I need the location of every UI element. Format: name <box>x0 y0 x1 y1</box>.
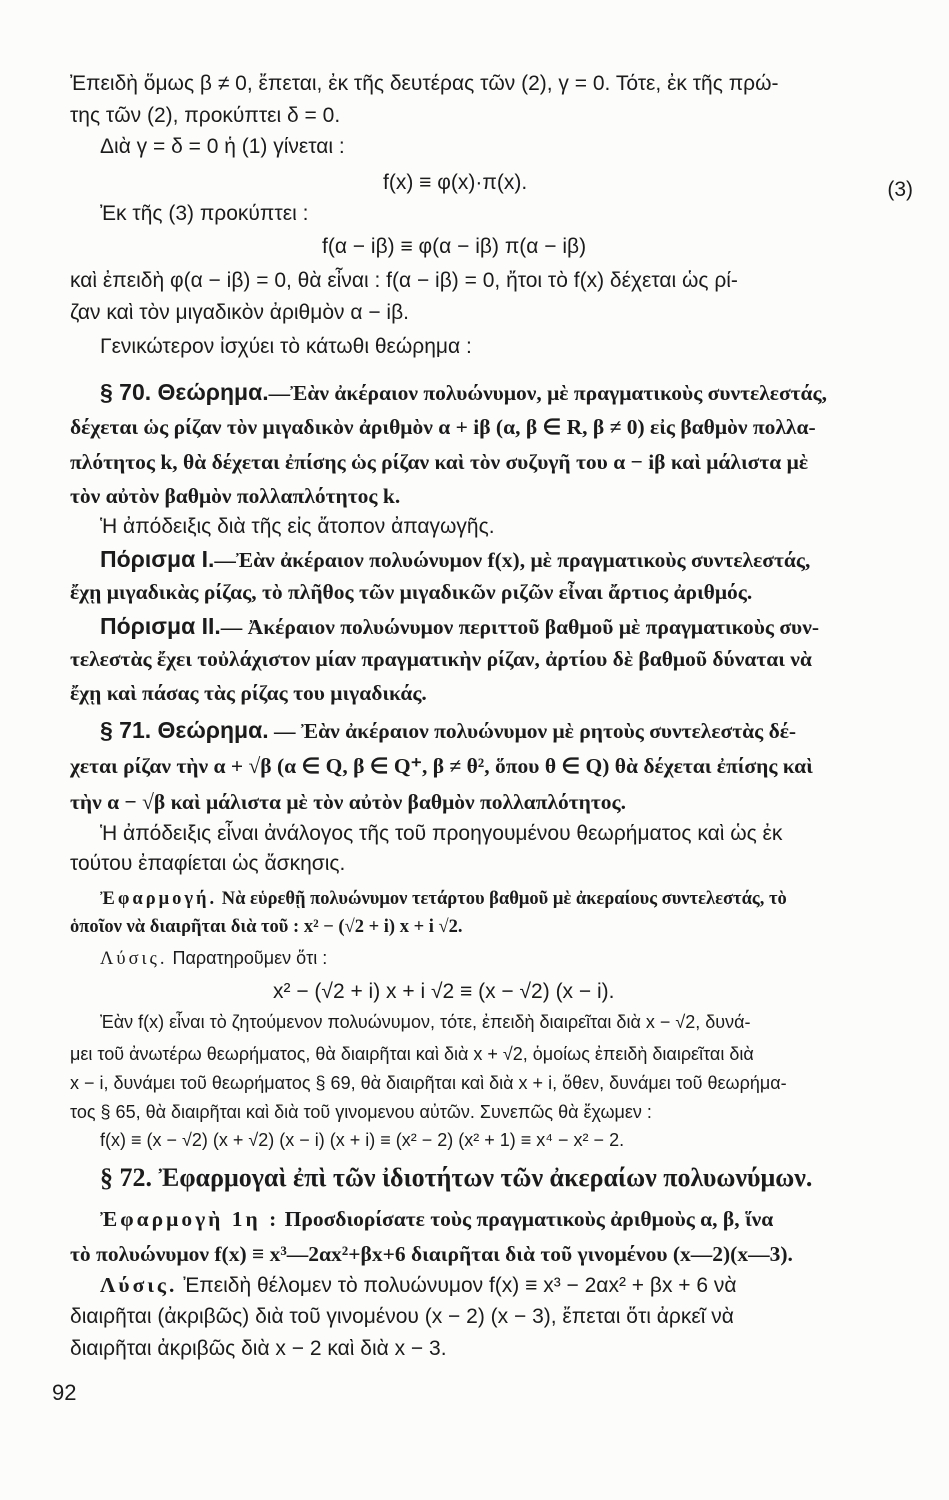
solution-label: Λύσις. <box>100 949 168 969</box>
application-text: ὁποῖον νὰ διαιρῆται διὰ τοῦ : x² − (√2 + i) x + i √2. <box>70 917 463 937</box>
text-line: x − i, δυνάμει τοῦ θεωρήματος § 69, θὰ διαιρῆται καὶ διὰ x + i, ὅθεν, δυνάμει τοῦ θεωρήμα- <box>70 1073 787 1093</box>
theorem-text: χεται ρίζαν τὴν α + √β (α ∈ Q, β ∈ Q⁺, β ≠ θ², ὅπου θ ∈ Q) θὰ δέχεται ἐπίσης καὶ <box>70 754 813 778</box>
text-line: μει τοῦ ἀνωτέρω θεωρήματος, θὰ διαιρῆται καὶ διὰ x + √2, ὁμοίως ἐπειδὴ διαιρεῖται διὰ <box>70 1044 754 1064</box>
page-number: 92 <box>52 1380 77 1405</box>
section-heading: § 71. Θεώρημα. <box>100 717 269 743</box>
text-line: Ἐκ τῆς (3) προκύπτει : <box>100 202 309 225</box>
application-1 <box>100 1205 912 1233</box>
equation: x² − (√2 + i) x + i √2 ≡ (x − √2) (x − i). <box>273 980 615 1003</box>
theorem-text: πλότητος k, θὰ δέχεται ἐπίσης ὡς ρίζαν καὶ τὸν συζυγῆ του α − iβ καὶ μάλιστα μὲ <box>70 450 809 474</box>
solution <box>100 944 912 973</box>
theorem-text: τὴν α − √β καὶ μάλιστα μὲ τὸν αὐτὸν βαθμὸν πολλαπλότητος. <box>70 790 626 814</box>
text-line: ζαν καὶ τὸν μιγαδικὸν ἀριθμὸν α − iβ. <box>70 301 409 324</box>
text-line: της τῶν (2), προκύπτει δ = 0. <box>70 104 341 127</box>
solution-label: Λύσις. <box>100 1273 178 1297</box>
equation-3: f(x) ≡ φ(x)·π(x). <box>383 171 528 194</box>
text-line: Ἡ ἀπόδειξις εἶναι ἀνάλογος τῆς τοῦ προηγουμένου θεωρήματος καὶ ὡς ἐκ <box>100 822 783 845</box>
equation-number: (3) <box>887 178 913 201</box>
equation: f(α − iβ) ≡ φ(α − iβ) π(α − iβ) <box>322 235 587 258</box>
theorem-text: τὸν αὐτὸν βαθμὸν πολλαπλότητος k. <box>70 484 401 508</box>
corollary-text: —Ἐὰν ἀκέραιον πολυώνυμον f(x), μὲ πραγματικοὺς συντελεστάς, <box>214 548 811 572</box>
theorem-text: —Ἐὰν ἀκέραιον πολυώνυμον, μὲ πραγματικοὺς συντελεστάς, <box>268 381 827 405</box>
theorem-70 <box>100 378 912 407</box>
application-label: Ἐφαρμογή. <box>100 889 218 909</box>
solution-text: Παρατηροῦμεν ὅτι : <box>167 948 328 968</box>
text-line: Ἐὰν f(x) εἶναι τὸ ζητούμενον πολυώνυμον, τότε, ἐπειδὴ διαιρεῖται διὰ x − √2, δυνά- <box>100 1012 751 1032</box>
corollary-1 <box>100 545 912 574</box>
solution <box>100 1271 912 1300</box>
theorem-text: δέχεται ὡς ρίζαν τὸν μιγαδικὸν ἀριθμὸν α + iβ (α, β ∈ R, β ≠ 0) εἰς βαθμὸν πολλα- <box>70 415 816 439</box>
equation: f(x) ≡ (x − √2) (x + √2) (x − i) (x + i) ≡ (x² − 2) (x² + 1) ≡ x⁴ − x² − 2. <box>100 1130 625 1150</box>
corollary-text: ἔχῃ μιγαδικὰς ρίζας, τὸ πλῆθος τῶν μιγαδικῶν ριζῶν εἶναι ἄρτιος ἀριθμός. <box>70 580 753 604</box>
application-label: Ἐφαρμογὴ 1η : <box>100 1207 280 1231</box>
text-line: διαιρῆται (ἀκριβῶς) διὰ τοῦ γινομένου (x − 2) (x − 3), ἔπεται ὅτι ἀρκεῖ νὰ <box>70 1305 734 1328</box>
text-line: καὶ ἐπειδὴ φ(α − iβ) = 0, θὰ εἶναι : f(α − iβ) = 0, ἤτοι τὸ f(x) δέχεται ὡς ρί- <box>70 269 738 292</box>
corollary-heading: Πόρισμα II. <box>100 613 221 639</box>
theorem-text: — Ἐὰν ἀκέραιον πολυώνυμον μὲ ρητοὺς συντελεστὰς δέ- <box>268 719 797 743</box>
corollary-heading: Πόρισμα I. <box>100 546 215 572</box>
application-text: Προσδιορίσατε τοὺς πραγματικοὺς ἀριθμοὺς α, β, ἵνα <box>279 1207 774 1231</box>
text-line: τούτου ἐπαφίεται ὡς ἄσκησις. <box>70 852 346 875</box>
application <box>100 885 912 913</box>
theorem-71 <box>100 716 912 745</box>
corollary-text: — Ἀκέραιον πολυώνυμον περιττοῦ βαθμοῦ μὲ πραγματικοὺς συν- <box>220 615 819 639</box>
application-text: Νὰ εὑρεθῇ πολυώνυμον τετάρτου βαθμοῦ μὲ ἀκεραίους συντελεστάς, τὸ <box>217 889 787 909</box>
section-heading-72: § 72. Ἐφαρμογαὶ ἐπὶ τῶν ἰδιοτήτων τῶν ἀκεραίων πολυωνύμων. <box>100 1163 813 1192</box>
section-heading: § 70. Θεώρημα. <box>100 379 269 405</box>
text-line: Γενικώτερον ἰσχύει τὸ κάτωθι θεώρημα : <box>100 335 472 358</box>
text-line: Ἡ ἀπόδειξις διὰ τῆς εἰς ἄτοπον ἀπαγωγῆς. <box>100 515 495 538</box>
corollary-text: τελεστὰς ἔχει τοὐλάχιστον μίαν πραγματικὴν ρίζαν, ἀρτίου δὲ βαθμοῦ δύναται νὰ <box>70 647 812 671</box>
application-text: τὸ πολυώνυμον f(x) ≡ x³—2αx²+βx+6 διαιρῆται διὰ τοῦ γινομένου (x—2)(x—3). <box>70 1242 793 1266</box>
corollary-text: ἔχῃ καὶ πάσας τὰς ρίζας του μιγαδικάς. <box>70 681 427 705</box>
text-line: τος § 65, θὰ διαιρῆται καὶ διὰ τοῦ γινομενου αὐτῶν. Συνεπῶς θὰ ἔχωμεν : <box>70 1102 652 1122</box>
text-line: Ἐπειδὴ ὅμως β ≠ 0, ἔπεται, ἐκ τῆς δευτέρας τῶν (2), γ = 0. Τότε, ἐκ τῆς πρώ- <box>70 72 779 95</box>
solution-text: Ἐπειδὴ θέλομεν τὸ πολυώνυμον f(x) ≡ x³ − 2αx² + βx + 6 νὰ <box>177 1274 737 1297</box>
text-line: διαιρῆται ἀκριβῶς διὰ x − 2 καὶ διὰ x − 3. <box>70 1337 447 1360</box>
text-line: Διὰ γ = δ = 0 ἡ (1) γίνεται : <box>100 135 345 158</box>
corollary-2 <box>100 612 912 641</box>
